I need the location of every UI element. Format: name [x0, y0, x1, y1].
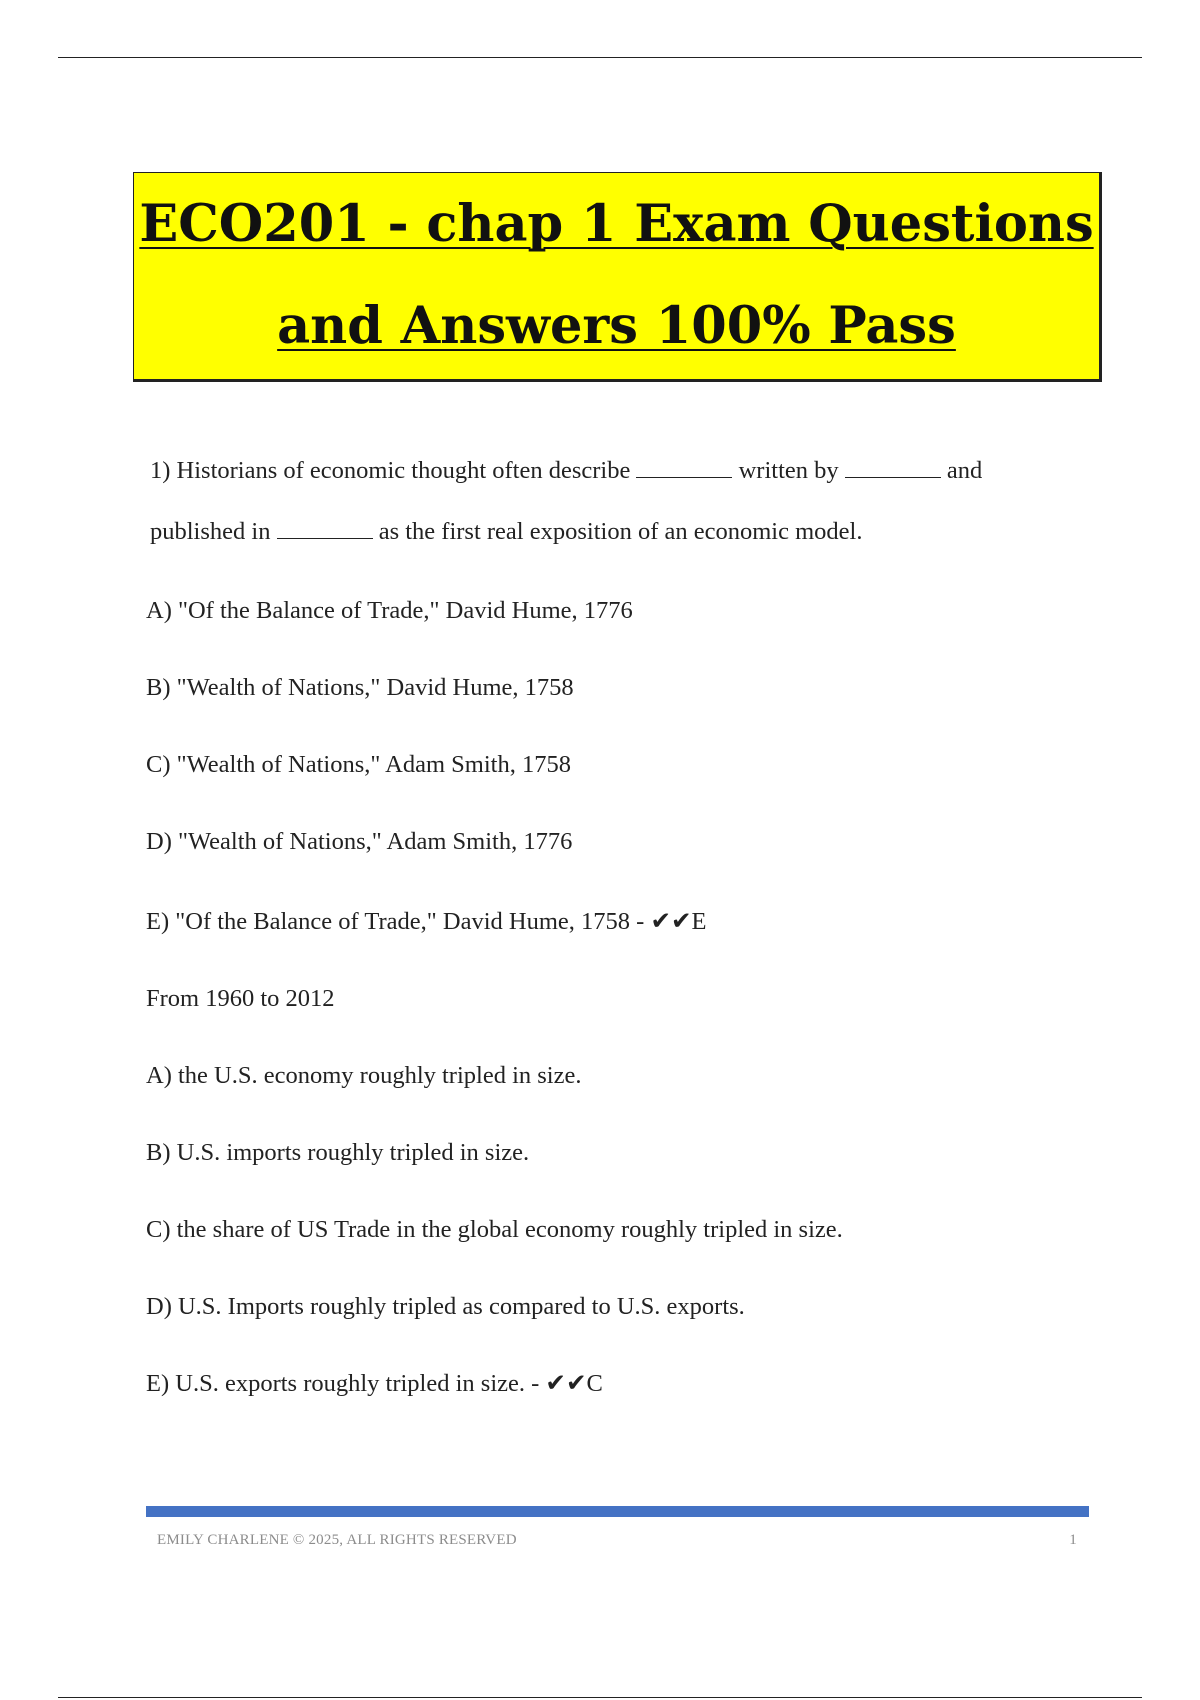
document-body [146, 440, 1056, 1448]
question-2-option-e: E) U.S. exports roughly tripled in size. - ✔✔C [146, 1370, 603, 1397]
question-2-stem: From 1960 to 2012 [146, 985, 335, 1012]
bottom-rule [58, 1697, 1142, 1698]
question-2-option-d: D) U.S. Imports roughly tripled as compared to U.S. exports. [146, 1293, 745, 1320]
title-text-2: and Answers 100% Pass [277, 296, 956, 356]
question-1-part-2: written by [738, 457, 839, 484]
question-1-option-e: E) "Of the Balance of Trade," David Hume, 1758 - ✔✔E [146, 908, 707, 935]
top-rule [58, 57, 1142, 58]
answer-blank [636, 463, 732, 478]
title-box [133, 172, 1102, 382]
title-line-2 [134, 275, 1099, 377]
question-2-option-c: C) the share of US Trade in the global economy roughly tripled in size. [146, 1216, 843, 1243]
question-2-option-b: B) U.S. imports roughly tripled in size. [146, 1139, 530, 1166]
answer-blank [277, 524, 373, 539]
question-1-option-c: C) "Wealth of Nations," Adam Smith, 1758 [146, 751, 571, 778]
title-line-1 [134, 173, 1099, 275]
page-number: 1 [1069, 1532, 1077, 1548]
question-1-option-d: D) "Wealth of Nations," Adam Smith, 1776 [146, 828, 573, 855]
question-1-option-b: B) "Wealth of Nations," David Hume, 1758 [146, 674, 574, 701]
question-1-text [146, 440, 1056, 562]
footer-bar [146, 1506, 1089, 1517]
question-1-part-1: 1) Historians of economic thought often describe [150, 457, 631, 484]
question-1-option-a: A) "Of the Balance of Trade," David Hume, 1776 [146, 597, 633, 624]
answer-blank [845, 463, 941, 478]
page-footer [157, 1532, 1077, 1549]
copyright-text: EMILY CHARLENE © 2025, ALL RIGHTS RESERVED [157, 1532, 517, 1548]
question-1-part-4: as the first real exposition of an economic model. [378, 518, 863, 545]
question-2-option-a: A) the U.S. economy roughly tripled in size. [146, 1062, 582, 1089]
title-text-1: ECO201 - chap 1 Exam Questions [139, 194, 1094, 254]
question-1-part-3: and published in [150, 457, 983, 545]
